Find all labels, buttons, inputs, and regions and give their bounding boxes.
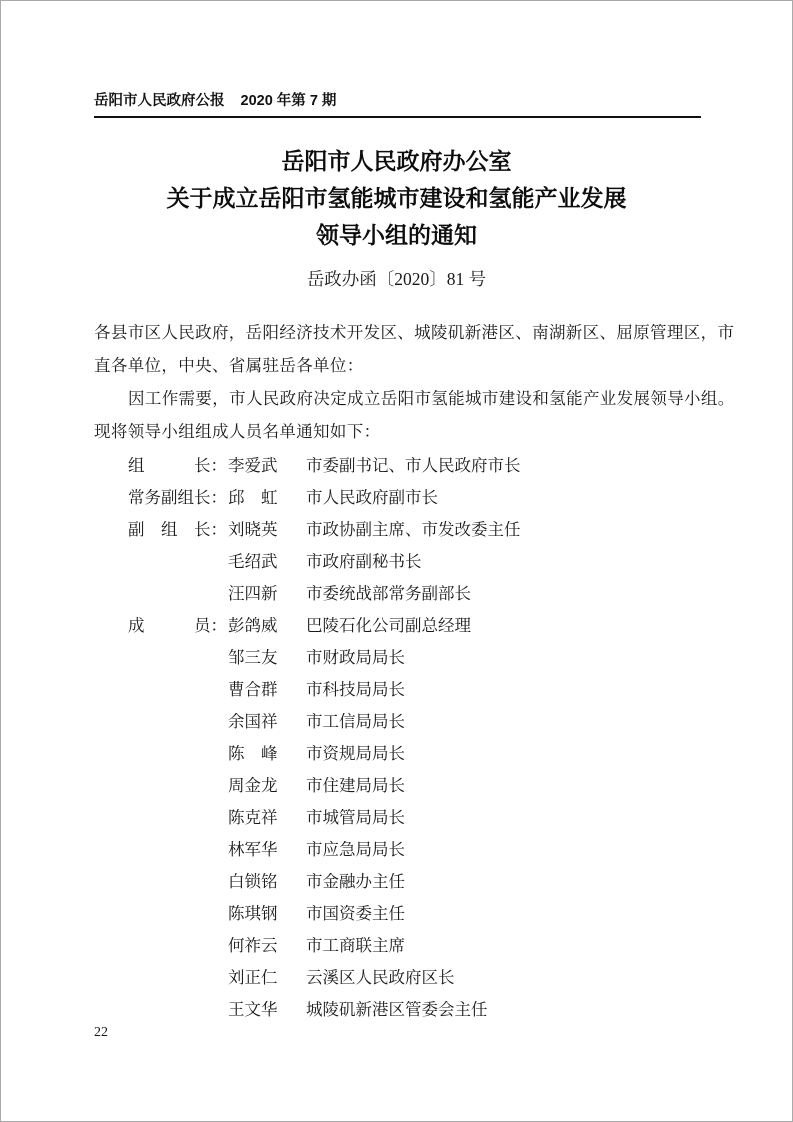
roster-person-position: 市资规局局长: [306, 744, 405, 763]
issue-label: 2020 年第 7 期: [240, 93, 337, 109]
roster-role-label: 成 员：: [128, 616, 227, 635]
document-number: 岳政办函〔2020〕81 号: [306, 269, 487, 289]
intro-line-1: 因工作需要，市人民政府决定成立岳阳市氢能城市建设和氢能产业发展领导小组。: [128, 389, 735, 408]
recipients-line-2: 直各单位，中央、省属驻岳各单位：: [94, 356, 364, 375]
roster-person-position: 市工商联主席: [306, 936, 405, 955]
roster-role-label: [128, 642, 228, 674]
roster-row: [128, 994, 728, 1026]
roster-row: [128, 898, 728, 930]
roster-person-name: 白锁铭: [228, 872, 278, 891]
roster-row: [128, 514, 728, 546]
roster-role-label: [128, 674, 228, 706]
roster-person-position: 市金融办主任: [306, 872, 405, 891]
title-line-1: 岳阳市人民政府办公室: [281, 149, 512, 174]
roster-role-label: [128, 546, 228, 578]
roster-person-name: 邱 虹: [228, 488, 278, 507]
roster-person-name: 毛绍武: [228, 552, 278, 571]
roster-row: [128, 962, 728, 994]
roster-person-name: 刘晓英: [228, 520, 278, 539]
roster-person-position: 市委副书记、市人民政府市长: [306, 456, 521, 475]
roster-row: [128, 770, 728, 802]
title-line-2: 关于成立岳阳市氢能城市建设和氢能产业发展: [166, 186, 627, 211]
roster-person-name: 彭鸽威: [228, 616, 278, 635]
roster-person-position: 市科技局局长: [306, 680, 405, 699]
roster-role-label: [128, 738, 228, 770]
page-header: [94, 94, 701, 118]
roster-role-label: [128, 706, 228, 738]
roster-row: [128, 866, 728, 898]
roster-role-label: [128, 802, 228, 834]
roster-role-label: [128, 898, 228, 930]
roster-person-name: 汪四新: [228, 584, 278, 603]
leading-group-roster: [128, 450, 728, 1026]
roster-person-position: 市财政局局长: [306, 648, 405, 667]
recipients-line-1: 各县市区人民政府，岳阳经济技术开发区、城陵矶新港区、南湖新区、屈原管理区，市: [94, 323, 735, 342]
roster-role-label: [128, 994, 228, 1026]
roster-row: [128, 546, 728, 578]
roster-person-name: 刘正仁: [228, 968, 278, 987]
roster-row: [128, 802, 728, 834]
roster-role-label: [128, 866, 228, 898]
roster-role-label: [128, 930, 228, 962]
roster-person-name: 余国祥: [228, 712, 278, 731]
roster-person-position: 市委统战部常务副部长: [306, 584, 471, 603]
roster-person-position: 市人民政府副市长: [306, 488, 438, 507]
page-number: 22: [94, 1025, 108, 1040]
roster-person-position: 市政协副主席、市发改委主任: [306, 520, 521, 539]
roster-role-label: [128, 834, 228, 866]
roster-row: [128, 450, 728, 482]
roster-row: [128, 706, 728, 738]
roster-person-position: 市政府副秘书长: [306, 552, 422, 571]
roster-person-name: 陈 峰: [228, 744, 278, 763]
roster-person-name: 陈克祥: [228, 808, 278, 827]
document-title: [0, 143, 793, 254]
journal-title: 岳阳市人民政府公报: [94, 93, 225, 109]
roster-row: [128, 834, 728, 866]
roster-row: [128, 642, 728, 674]
roster-person-position: 市城管局局长: [306, 808, 405, 827]
roster-person-name: 周金龙: [228, 776, 278, 795]
roster-row: [128, 482, 728, 514]
roster-person-position: 云溪区人民政府区长: [306, 968, 455, 987]
roster-person-position: 城陵矶新港区管委会主任: [306, 1000, 488, 1019]
roster-role-label: [128, 770, 228, 802]
roster-person-position: 市住建局局长: [306, 776, 405, 795]
roster-person-name: 曹合群: [228, 680, 278, 699]
roster-person-position: 巴陵石化公司副总经理: [306, 616, 471, 635]
roster-person-position: 市应急局局长: [306, 840, 405, 859]
roster-role-label: 副 组 长：: [128, 520, 227, 539]
roster-person-position: 市国资委主任: [306, 904, 405, 923]
roster-person-name: 李爱武: [228, 456, 278, 475]
roster-role-label: 组 长：: [128, 456, 227, 475]
roster-person-name: 何祚云: [228, 936, 278, 955]
roster-person-name: 邹三友: [228, 648, 278, 667]
intro-line-2: 现将领导小组组成人员名单通知如下：: [94, 422, 381, 441]
roster-role-label: [128, 962, 228, 994]
roster-row: [128, 610, 728, 642]
title-line-3: 领导小组的通知: [316, 223, 477, 248]
roster-person-name: 王文华: [228, 1000, 278, 1019]
roster-role-label: 常务副组长：: [128, 488, 227, 507]
roster-row: [128, 674, 728, 706]
roster-person-name: 陈琪钢: [228, 904, 278, 923]
roster-role-label: [128, 578, 228, 610]
document-body: [94, 316, 735, 448]
roster-row: [128, 738, 728, 770]
roster-person-name: 林军华: [228, 840, 278, 859]
roster-row: [128, 578, 728, 610]
roster-row: [128, 930, 728, 962]
roster-person-position: 市工信局局长: [306, 712, 405, 731]
